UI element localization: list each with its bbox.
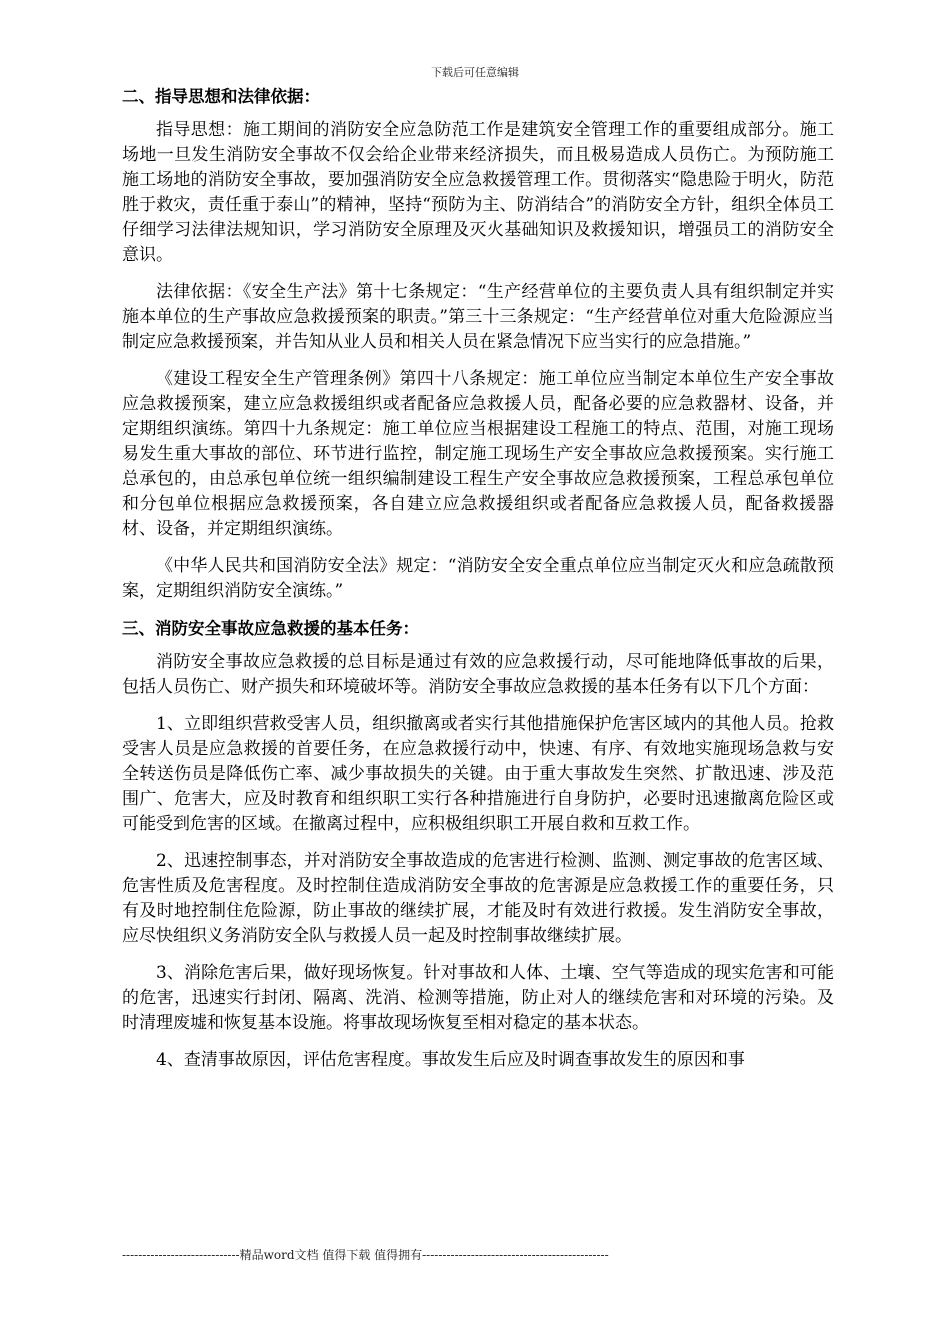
fire-law-paragraph: 《中华人民共和国消防安全法》规定：“消防安全安全重点单位应当制定灭火和应急疏散预案，定期组织消防安全演练。” bbox=[122, 556, 834, 601]
task-1-paragraph: 1、立即组织营救受害人员，组织撤离或者实行其他措施保护危害区域内的其他人员。抢救受害人员是应急救援的首要任务，在应急救援行动中，快速、有序、有效地实施现场急救与安全转送伤员是降低伤亡率、减少事故损失的关键。由于重大事故发生突然、扩散迅速、涉及范围广、危害大，应及时教育和组织职工实行各种措施进行自身防护，必要时迅速撤离危险区或可能受到危害的区域。在撤离过程中，应积极组织职工开展自救和互救工作。 bbox=[122, 714, 834, 834]
task-2-paragraph: 2、迅速控制事态，并对消防安全事故造成的危害进行检测、监测、测定事故的危害区域、危害性质及危害程度。及时控制住造成消防安全事故的危害源是应急救援工作的重要任务，只有及时地控制住危险源，防止事故的继续扩展，才能及时有效进行救援。发生消防安全事故，应尽快组织义务消防安全队与救援人员一起及时控制事故继续扩展。 bbox=[122, 851, 834, 946]
section-3-heading: 三、消防安全事故应急救援的基本任务： bbox=[122, 619, 419, 638]
legal-basis-paragraph: 法律依据：《安全生产法》第十七条规定：“生产经营单位的主要负责人具有组织制定并实施本单位的生产事故应急救援预案的职责。”第三十三条规定：“生产经营单位对重大危险源应当制定应急救援预案，并告知从业人员和相关人员在紧急情况下应当实行的应急措施。” bbox=[122, 282, 834, 352]
construction-regulation-paragraph: 《建设工程安全生产管理条例》第四十八条规定：施工单位应当制定本单位生产安全事故应急救援预案，建立应急救援组织或者配备应急救援人员，配备必要的应急救器材、设备，并定期组织演练。第四十九条规定：施工单位应当根据建设工程施工的特点、范围，对施工现场易发生重大事故的部位、环节进行监控，制定施工现场生产安全事故应急救援预案。实行施工总承包的，由总承包单位统一组织编制建设工程生产安全事故应急救援预案，工程总承包单位和分包单位根据应急救援预案，各自建立应急救援组织或者配备应急救援人员，配备救援器材、设备，并定期组织演练。 bbox=[122, 369, 834, 539]
task-3-paragraph: 3、消除危害后果，做好现场恢复。针对事故和人体、土壤、空气等造成的现实危害和可能的危害，迅速实行封闭、隔离、洗消、检测等措施，防止对人的继续危害和对环境的污染。及时清理废墟和恢复基本设施。将事故现场恢复至相对稳定的基本状态。 bbox=[122, 963, 834, 1033]
document-body bbox=[122, 84, 834, 1085]
rescue-goal-paragraph: 消防安全事故应急救援的总目标是通过有效的应急救援行动，尽可能地降低事故的后果，包括人员伤亡、财产损失和环境破坏等。消防安全事故应急救援的基本任务有以下几个方面： bbox=[122, 652, 834, 697]
section-2-heading: 二、指导思想和法律依据： bbox=[122, 87, 320, 106]
page-header: 下载后可任意编辑 bbox=[431, 66, 519, 79]
guiding-ideology-paragraph: 指导思想：施工期间的消防安全应急防范工作是建筑安全管理工作的重要组成部分。施工场地一旦发生消防安全事故不仅会给企业带来经济损失，而且极易造成人员伤亡。为预防施工施工场地的消防安全事故，要加强消防安全应急救援管理工作。贯彻落实“隐患险于明火，防范胜于救灾，责任重于泰山”的精神，坚持“预防为主、防消结合”的消防安全方针，组织全体员工仔细学习法律法规知识，学习消防安全原理及灭火基础知识及救援知识，增强员工的消防安全意识。 bbox=[122, 120, 834, 265]
page-footer: -----------------------------精品word文档 值得下载 值得拥有---------------------------------------------- bbox=[122, 1248, 609, 1262]
task-4-paragraph: 4、查清事故原因，评估危害程度。事故发生后应及时调查事故发生的原因和事 bbox=[156, 1050, 745, 1070]
